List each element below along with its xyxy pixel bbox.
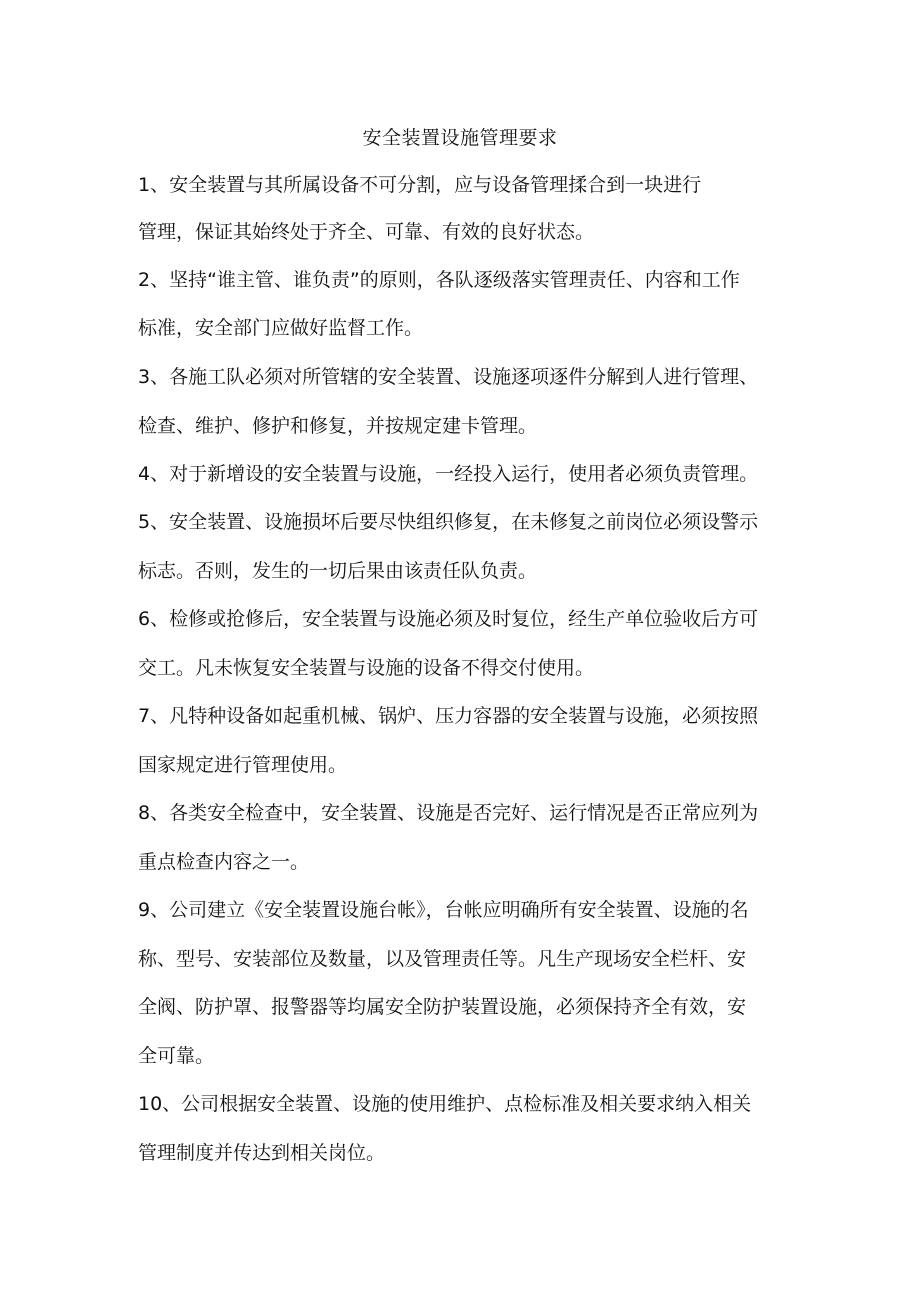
text-line: 交工。凡未恢复安全装置与设施的设备不得交付使用。 [138, 657, 595, 679]
text-line: 3、各施工队必须对所管辖的安全装置、设施逐项逐件分解到人进行管理、 [138, 366, 759, 388]
document-title: 安全装置设施管理要求 [362, 127, 558, 149]
text-line: 称、型号、安装部位及数量，以及管理责任等。凡生产现场安全栏杆、安 [138, 948, 747, 970]
text-line: 管理制度并传达到相关岗位。 [138, 1142, 386, 1164]
text-line: 2、坚持“谁主管、谁负责”的原则，各队逐级落实管理责任、内容和工作 [138, 269, 740, 291]
text-line: 8、各类安全检查中，安全装置、设施是否完好、运行情况是否正常应列为 [138, 802, 759, 824]
text-line: 全阀、防护罩、报警器等均属安全防护装置设施，必须保持齐全有效，安 [138, 996, 747, 1018]
text-line: 检查、维护、修护和修复，并按规定建卡管理。 [138, 415, 538, 437]
text-line: 10、公司根据安全装置、设施的使用维护、点检标准及相关要求纳入相关 [138, 1093, 752, 1115]
text-line: 5、安全装置、设施损坏后要尽快组织修复，在未修复之前岗位必须设警示 [138, 511, 759, 533]
text-line: 国家规定进行管理使用。 [138, 754, 348, 776]
text-line: 6、检修或抢修后，安全装置与设施必须及时复位，经生产单位验收后方可 [138, 608, 759, 630]
text-line: 7、凡特种设备如起重机械、锅炉、压力容器的安全装置与设施，必须按照 [138, 705, 759, 727]
text-line: 管理，保证其始终处于齐全、可靠、有效的良好状态。 [138, 221, 595, 243]
text-line: 标志。否则，发生的一切后果由该责任队负责。 [138, 560, 538, 582]
text-line: 4、对于新增设的安全装置与设施，一经投入运行，使用者必须负责管理。 [138, 463, 759, 485]
text-line: 重点检查内容之一。 [138, 851, 310, 873]
text-line: 全可靠。 [138, 1045, 215, 1067]
text-line: 9、公司建立《安全装置设施台帐》，台帐应明确所有安全装置、设施的名 [138, 899, 749, 921]
text-line: 标准，安全部门应做好监督工作。 [138, 317, 424, 339]
text-line: 1、安全装置与其所属设备不可分割，应与设备管理揉合到一块进行 [138, 174, 702, 196]
